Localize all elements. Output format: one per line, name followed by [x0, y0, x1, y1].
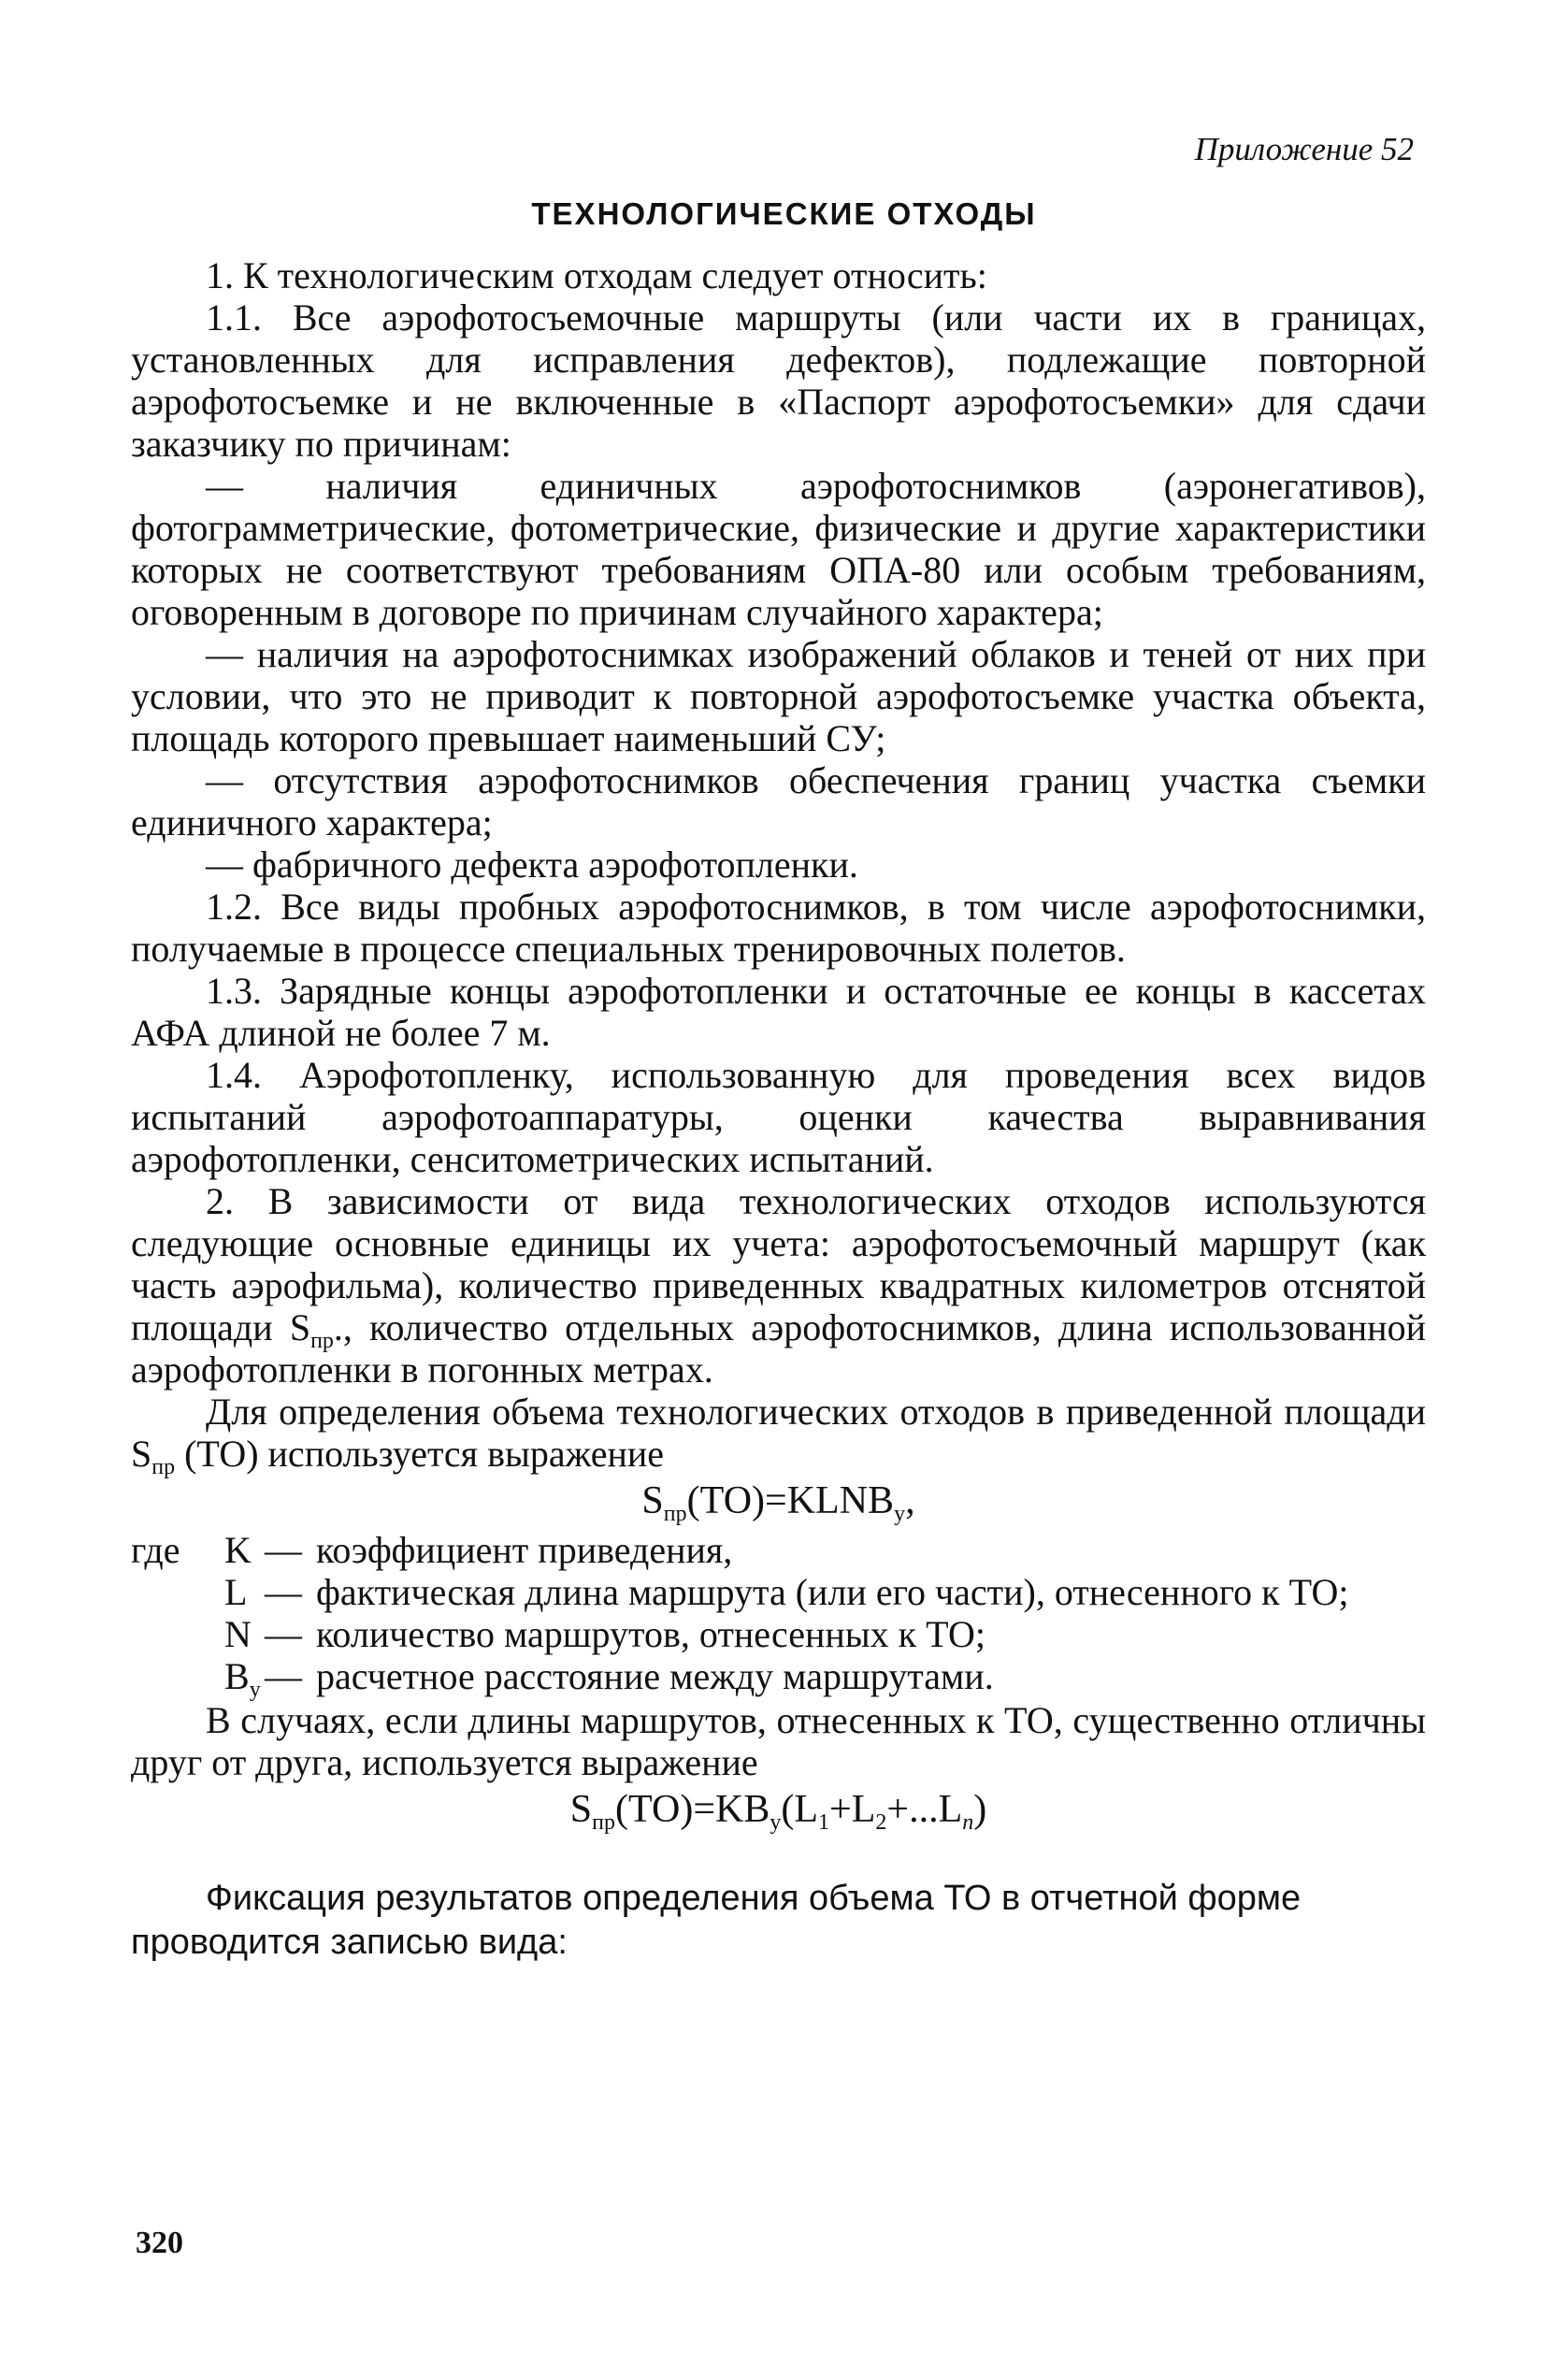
- paragraph-1-4: 1.4. Аэрофотопленку, использованную для проведения всех видов испытаний аэрофотоаппаратуры, оценки качества выравнивания аэрофотопленки, сенситометрических испытаний.: [131, 1054, 1426, 1180]
- definition-symbol: N: [224, 1613, 252, 1655]
- vertical-spacer: [131, 1838, 1426, 1877]
- formula-2: [131, 1787, 1426, 1835]
- formula-1-end: ,: [905, 1479, 915, 1522]
- definitions-where: где: [131, 1529, 180, 1571]
- paragraph-2-part-a: 2. В зависимости от вида технологических отходов используются следующие основные единицы их учета: аэрофотосъемочный маршрут (как часть аэрофильма), количество приведенных квадратных километров отснятой площади S: [131, 1180, 1426, 1348]
- definition-symbol: $B_у$: [224, 1655, 261, 1702]
- paragraph-1-2: 1.2. Все виды пробных аэрофотоснимков, в том числе аэрофотоснимки, получаемые в процессе специальных тренировочных полетов.: [131, 886, 1426, 970]
- paragraph-3-subscript: пр: [151, 1455, 176, 1479]
- page-title: ТЕХНОЛОГИЧЕСКИЕ ОТХОДЫ: [531, 196, 1037, 231]
- paragraph-1-1: 1.1. Все аэрофотосъемочные маршруты (или части их в границах, установленных для исправления дефектов), подлежащие повторной аэрофотосъемке и не включенные в «Паспорт аэрофотосъемки» для сдачи заказчику по причинам:: [131, 296, 1426, 465]
- formula-2-plus-2: +...L: [886, 1788, 963, 1831]
- formula-1-s: S: [641, 1479, 664, 1522]
- paragraph-4: В случаях, если длины маршрутов, отнесенных к ТО, существенно отличны друг от друга, используется выражение: [131, 1699, 1426, 1783]
- definition-symbol: L: [224, 1571, 248, 1613]
- paragraph-3-part-a: Для определения объема технологических отходов в приведенной площади S: [131, 1391, 1426, 1475]
- paragraph-3-part-b: (ТО) используется выражение: [175, 1433, 665, 1475]
- formula-1-mid: (ТО)=KLNB: [686, 1479, 895, 1522]
- paragraph-2-subscript: пр: [310, 1329, 334, 1353]
- paragraph-3: [131, 1391, 1426, 1479]
- definition-text: количество маршрутов, отнесенных к ТО;: [316, 1613, 985, 1655]
- formula-2-s: S: [569, 1788, 593, 1831]
- definition-text: расчетное расстояние между маршрутами.: [316, 1655, 994, 1697]
- definition-text: фактическая длина маршрута (или его части), отнесенного к ТО;: [316, 1571, 1349, 1613]
- definition-dash: —: [265, 1655, 302, 1697]
- formula-2-plus-1: +L: [829, 1788, 876, 1831]
- paragraph-1: 1. К технологическим отходам следует относить:: [206, 254, 987, 296]
- formula-2-b-sub: у: [770, 1810, 782, 1835]
- formula-2-mid: (ТО)=KB: [614, 1788, 770, 1831]
- definition-text: коэффициент приведения,: [316, 1529, 733, 1571]
- paragraph-2: [131, 1180, 1426, 1391]
- page-number: 320: [136, 2226, 183, 2260]
- paragraph-2-part-b: ., количество отдельных аэрофотоснимков, длина использованной аэрофотопленки в погонных метрах.: [131, 1306, 1426, 1391]
- definition-dash: —: [265, 1529, 302, 1571]
- document-body: [131, 254, 1426, 1965]
- paragraph-1-3: 1.3. Зарядные концы аэрофотопленки и остаточные ее концы в кассетах АФА длиной не более 7 м.: [131, 970, 1426, 1054]
- formula-2-close: ): [973, 1788, 987, 1831]
- definition-dash: —: [265, 1571, 302, 1613]
- dash-item-1: — наличия единичных аэрофотоснимков (аэронегативов), фотограмметрические, фотометрические, физические и другие характеристики которых не соответствуют требованиям ОПА-80 или особым требованиям, оговоренным в договоре по причинам случайного характера;: [131, 465, 1426, 633]
- paragraph-5: Фиксация результатов определения объема ТО в отчетной форме проводится записью вида:: [131, 1879, 1302, 1962]
- definitions-list: [131, 1529, 1426, 1702]
- formula-2-s-sub: пр: [592, 1810, 615, 1835]
- formula-2-l1-sub: 1: [818, 1810, 830, 1835]
- formula-2-l2-sub: 2: [875, 1810, 887, 1835]
- formula-2-ln-sub: n: [962, 1810, 974, 1835]
- dash-item-2: — наличия на аэрофотоснимках изображений облаков и теней от них при условии, что это не приводит к повторной аэрофотосъемке участка объекта, площадь которого превышает наименьший СУ;: [131, 633, 1426, 759]
- definition-symbol: K: [224, 1529, 252, 1571]
- dash-item-3: — отсутствия аэрофотоснимков обеспечения границ участка съемки единичного характера;: [131, 759, 1426, 843]
- formula-1-s-sub: пр: [663, 1502, 687, 1526]
- formula-1: [131, 1478, 1426, 1526]
- appendix-label: Приложение 52: [1194, 131, 1414, 167]
- dash-item-4: — фабричного дефекта аэрофотопленки.: [206, 843, 858, 886]
- formula-1-b-sub: у: [894, 1502, 906, 1526]
- formula-2-open: (L: [781, 1788, 819, 1831]
- definition-dash: —: [265, 1613, 302, 1655]
